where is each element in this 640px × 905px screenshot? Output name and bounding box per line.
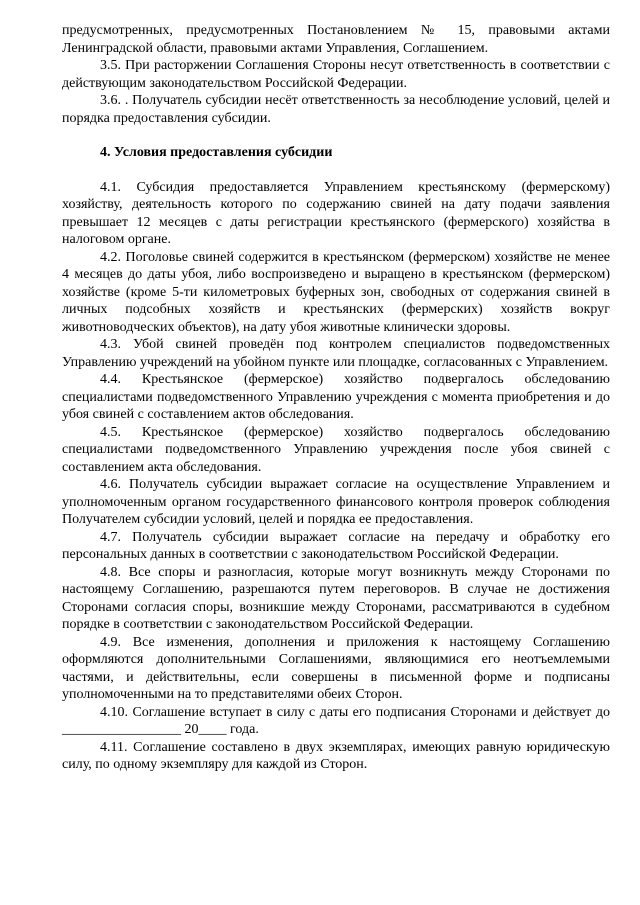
spacer (62, 162, 610, 179)
document-page (62, 22, 610, 774)
paragraph-4-9: 4.9. Все изменения, дополнения и приложения к настоящему Соглашению оформляются дополнительными Соглашениями, являющимися его неотъемлемыми частями, и действительны, если совершены в письменной форме и подписаны уполномоченными на то представителями обеих Сторон. (62, 634, 610, 702)
spacer (62, 127, 610, 144)
paragraph-4-2: 4.2. Поголовье свиней содержится в крестьянском (фермерском) хозяйстве не менее 4 месяцев до даты убоя, либо воспроизведено и выращено в крестьянском (фермерском) хозяйстве (кроме 5-ти километровых буферных зон, свободных от содержания свиней в личных подсобных хозяйств и крестьянских (фермерских) хозяйств вокруг животноводческих объектов), на дату убоя животные клинически здоровы. (62, 249, 610, 335)
paragraph-4-3: 4.3. Убой свиней проведён под контролем специалистов подведомственных Управлению учреждений на убойном пункте или площадке, согласованных с Управлением. (62, 337, 610, 370)
paragraph-4-10: 4.10. Соглашение вступает в силу с даты его подписания Сторонами и действует до _________________ 20____ года. (62, 704, 610, 737)
paragraph-4-4: 4.4. Крестьянское (фермерское) хозяйство подвергалось обследованию специалистами подведомственного Управлению учреждения с момента приобретения и до убоя свиней с составлением актов обследования. (62, 372, 610, 422)
paragraph-3-5: 3.5. При расторжении Соглашения Стороны несут ответственность в соответствии с действующим законодательством Российской Федерации. (62, 58, 610, 91)
paragraph-4-8: 4.8. Все споры и разногласия, которые могут возникнуть между Сторонами по настоящему Соглашению, разрешаются путем переговоров. В случае не достижения Сторонами согласия споры, возникшие между Сторонами, рассматриваются в судебном порядке в соответствии с законодательством Российской Федерации. (62, 564, 610, 632)
paragraph-4-1: 4.1. Субсидия предоставляется Управлением крестьянскому (фермерскому) хозяйству, деятельность которого по содержанию свиней на дату подачи заявления превышает 12 месяцев с даты регистрации крестьянского (фермерского) хозяйства в налоговом органе. (62, 179, 610, 247)
paragraph-4-11: 4.11. Соглашение составлено в двух экземплярах, имеющих равную юридическую силу, по одному экземпляру для каждой из Сторон. (62, 739, 610, 772)
paragraph-3-continuation: предусмотренных, предусмотренных Постановлением № 15, правовыми актами Ленинградской области, правовыми актами Управления, Соглашением. (62, 23, 610, 56)
paragraph-4-6: 4.6. Получатель субсидии выражает согласие на осуществление Управлением и уполномоченным органом государственного финансового контроля проверок соблюдения Получателем субсидии условий, целей и порядка ее предоставления. (62, 477, 610, 527)
section-4-heading: 4. Условия предоставления субсидии (100, 145, 333, 160)
paragraph-4-5: 4.5. Крестьянское (фермерское) хозяйство подвергалось обследованию специалистами подведомственного Управлению учреждения после убоя свиней с составлением акта обследования. (62, 424, 610, 475)
paragraph-3-6: 3.6. . Получатель субсидии несёт ответственность за несоблюдение условий, целей и порядка предоставления субсидии. (62, 93, 610, 126)
paragraph-4-7: 4.7. Получатель субсидии выражает согласие на передачу и обработку его персональных данных в соответствии с законодательством Российской Федерации. (62, 529, 610, 562)
